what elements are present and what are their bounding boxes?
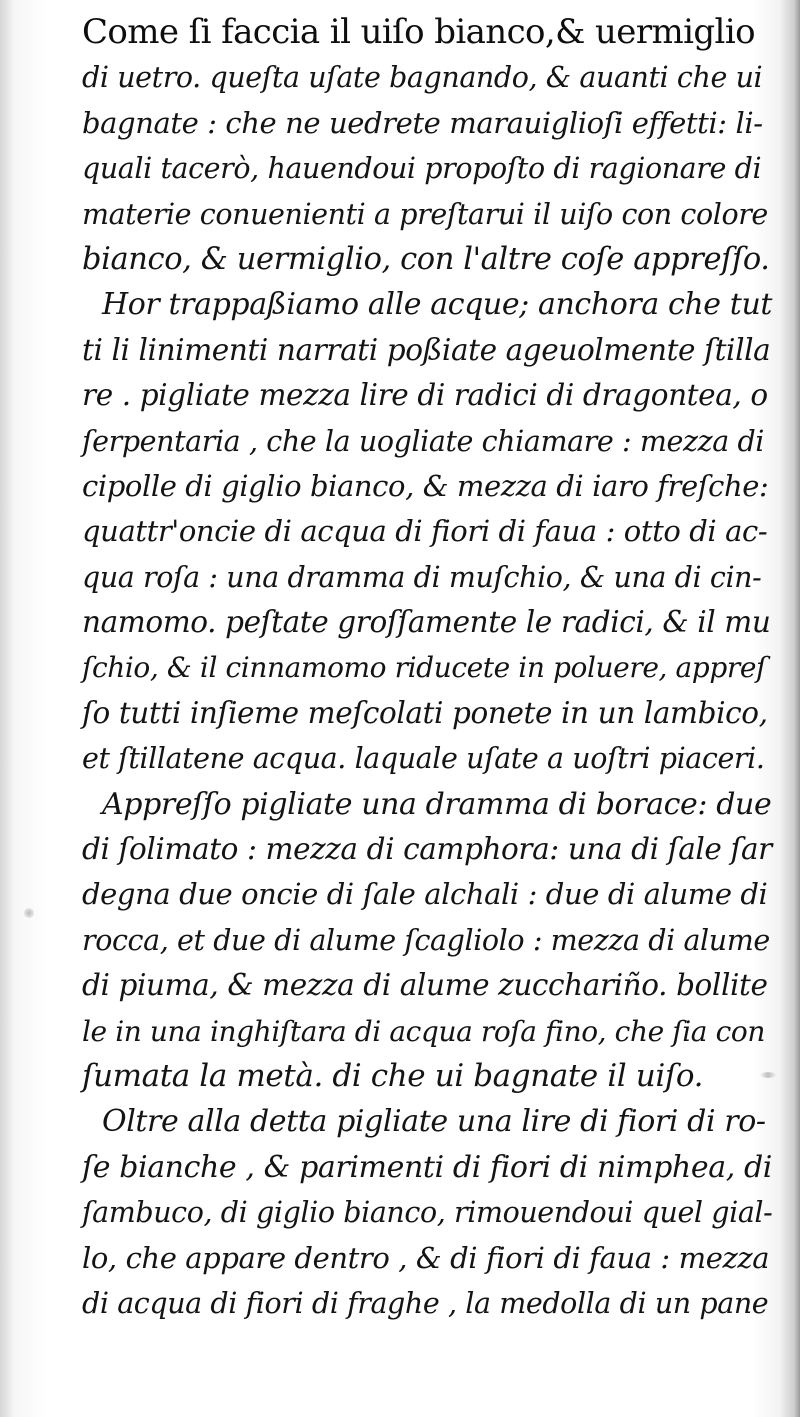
text-line: di acqua di fiori di fraghe , la medolla di un pane (82, 1286, 769, 1320)
text-line: Appreſſo pigliate una dramma di borace: due (102, 786, 772, 822)
page-gutter-shadow (0, 0, 14, 1417)
text-line: materie conuenienti a preſtarui il uiſo con colore (82, 197, 768, 231)
text-line: quali tacerò, hauendoui propoſto di ragionare di (82, 152, 762, 186)
text-line: ſe bianche , & parimenti di fiori di nimphea, di (82, 1149, 772, 1185)
text-line: degna due oncie di ſale alchali : due di alume di (82, 877, 768, 912)
text-line: lo, che appare dentro , & di fiori di faua : mezza (82, 1240, 770, 1275)
text-line: di uetro. queſta uſate bagnando, & auanti che ui (82, 61, 763, 95)
text-line: qua roſa : una dramma di muſchio, & una di cin- (82, 560, 762, 594)
page-edge (780, 0, 800, 1417)
text-line: bianco, & uermiglio, con l'altre coſe appreſſo. (82, 241, 770, 277)
text-line: rocca, et due di alume ſcagliolo : mezza di alume (82, 923, 770, 957)
text-line: bagnate : che ne uedrete marauiglioſi effetti: li- (82, 105, 763, 140)
text-line: di ſolimato : mezza di camphora: una di ſale ſar (82, 832, 772, 867)
text-line: et ſtillatene acqua. laquale uſate a uoſtri piaceri. (82, 742, 765, 776)
text-line: ſchio, & il cinnamomo riducete in poluere, appreſ (82, 651, 766, 685)
text-line: ti li linimenti narrati poßiate ageuolmente ſtilla (82, 332, 771, 367)
text-line: ſerpentaria , che la uogliate chiamare : mezza di (82, 424, 765, 458)
text-line: di piuma, & mezza di alume zucchariño. bollite (82, 968, 768, 1003)
text-line: re . pigliate mezza lire di radici di dragontea, o (82, 378, 768, 413)
text-line: Come ſi faccia il uiſo bianco,& uermiglio (82, 12, 755, 52)
text-line: ſumata la metà. di che ui bagnate il uiſo. (82, 1057, 704, 1094)
text-line: quattr'oncie di acqua di fiori di faua : otto di ac- (82, 514, 768, 549)
text-block (82, 10, 772, 1326)
text-line: namomo. peſtate groſſamente le radici, & il mu (82, 605, 771, 640)
ink-speck (24, 908, 34, 918)
text-line: ſo tutti inſieme meſcolati ponete in un lambico, (82, 695, 768, 730)
text-line: ſambuco, di giglio bianco, rimouendoui quel gial- (82, 1196, 773, 1230)
text-line: Hor trappaßiamo alle acque; anchora che tut (102, 287, 773, 323)
text-line: cipolle di giglio bianco, & mezza di iaro freſche: (82, 468, 769, 503)
text-line: Oltre alla detta pigliate una lire di fiori di ro- (102, 1104, 766, 1140)
text-line: le in una inghiſtara di acqua roſa fino, che ſia con (82, 1014, 765, 1048)
